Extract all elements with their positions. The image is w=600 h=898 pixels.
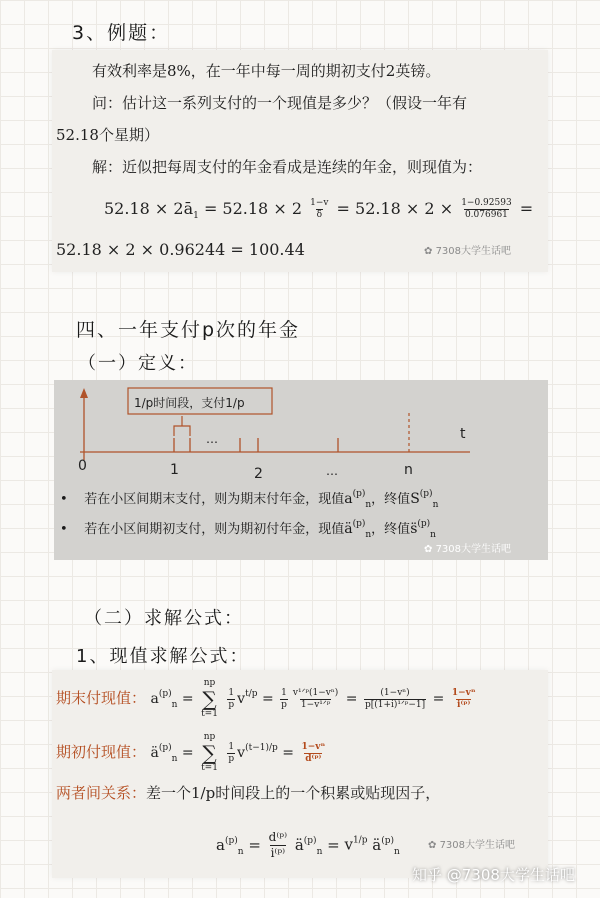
sym-a: a — [344, 491, 353, 507]
eq1-frac — [309, 198, 329, 221]
formulas-watermark — [428, 836, 515, 851]
eq1-frac2 — [460, 198, 512, 221]
f1-frac-a-den: p — [228, 699, 235, 710]
sym-a-sub: n — [365, 500, 372, 510]
wechat-icon: ✿ — [424, 544, 436, 555]
rel-mid-sup: (p) — [303, 835, 317, 846]
tick-label-1: 1 — [170, 462, 179, 478]
f2-frac-a — [227, 742, 235, 765]
f2-eq: = — [282, 745, 294, 761]
f2-sum — [200, 732, 219, 774]
rel-frac-num: d⁽ᵖ⁾ — [268, 830, 288, 844]
f1-frac-a-num: 1 — [228, 687, 235, 698]
f2-sum-upper: np — [203, 732, 216, 742]
example-card — [52, 50, 548, 272]
definition-card — [54, 380, 548, 560]
f1-eq-1: = — [261, 691, 274, 707]
f1-sum-lower: t=1 — [201, 709, 218, 719]
f1-frac-a2-den: p — [281, 699, 287, 710]
sym-a-dd-sub: n — [365, 530, 372, 540]
sum-sign: ∑ — [202, 741, 217, 765]
rel-lhs-sup: (p) — [224, 835, 238, 846]
eq1-frac2-num: 1−0.92593 — [461, 198, 512, 208]
sym-s: S — [410, 491, 420, 507]
relation-label: 两者间关系： — [56, 784, 147, 802]
sym-a-sup: (p) — [352, 489, 366, 499]
f1-term: v — [237, 691, 246, 707]
f1-sum-upper: np — [203, 678, 216, 688]
timeline-diagram — [54, 380, 548, 480]
sym-s-dd: s̈ — [410, 521, 418, 537]
relation-text: 差一个1/p时间段上的一个积累或贴现因子， — [146, 784, 441, 802]
eq1-frac-num: 1−v — [310, 198, 329, 208]
symbol-s-dd — [410, 519, 436, 540]
f1-sum — [200, 678, 219, 720]
eq1-mid: = 52.18 × 2 — [203, 199, 302, 218]
sym-s-dd-sub: n — [430, 530, 436, 540]
rel-mid: $ä^{(p)}_n$ = — [294, 835, 345, 857]
example-line-4: 解：近似把每周支付的年金看成是连续的年金，则现值为： — [92, 158, 483, 176]
f2-lhs-sup: (p) — [158, 743, 172, 753]
f2-term: v — [237, 745, 246, 761]
callout-text: 1/p时间段，支付1/p — [134, 396, 245, 410]
f1-frac-c — [364, 688, 426, 711]
rel-frac — [268, 830, 288, 861]
f1-eq-2: = — [345, 691, 358, 707]
f2-lhs-sub: n — [171, 754, 178, 764]
rel-rhs-sub: n — [394, 846, 400, 857]
relation-line — [56, 782, 440, 803]
equation-2: 52.18 × 2 × 0.96244 = 100.44 — [56, 240, 305, 259]
f1-lhs-sub: n — [171, 700, 178, 710]
sym-s-sup: (p) — [419, 489, 433, 499]
sym-a-dd-sup: (p) — [352, 519, 366, 529]
wechat-icon: ✿ — [424, 246, 436, 257]
bullet-dot: • — [60, 522, 85, 537]
symbol-s — [410, 489, 439, 510]
f2-sum-lower: t=1 — [201, 763, 218, 773]
axis-t-label: t — [460, 426, 466, 442]
diagram-watermark — [424, 540, 511, 555]
f1-lhs-sup: (p) — [158, 689, 172, 699]
bullet-end-payment — [60, 488, 438, 510]
f1-frac-a2 — [280, 688, 288, 711]
bullet-begin-payment — [60, 518, 436, 540]
formulas-card — [52, 670, 548, 878]
formula-end-present-value — [56, 678, 479, 720]
f2-lhs: $ä^{(p)}_n$ = — [150, 743, 199, 764]
tick-dots-1: … — [206, 432, 218, 446]
rel-frac-den: i⁽ᵖ⁾ — [270, 846, 286, 860]
f2-frac-a-num: 1 — [228, 741, 235, 752]
f1-frac-b — [292, 688, 339, 711]
bullet1-text: 若在小区间期末支付，则为期末付年金，现值 — [84, 492, 345, 507]
f2-frac-a-den: p — [228, 753, 235, 764]
tick-label-2: 2 — [254, 466, 263, 482]
sym-s-sub: n — [432, 500, 439, 510]
begin-label: 期初付现值： — [56, 743, 147, 761]
example-line-1: 有效利率是8%，在一年中每一周的期初支付2英镑。 — [92, 62, 441, 80]
f1-frac-a2-num: 1 — [281, 687, 287, 698]
end-label: 期末付现值： — [56, 689, 147, 707]
bullet1-mid: ，终值 — [371, 492, 411, 507]
example-watermark — [424, 242, 511, 257]
f2-frac-num: 1−vⁿ — [301, 741, 326, 752]
rel-factor-exp: 1/p — [352, 835, 368, 846]
interval-bracket — [174, 426, 190, 436]
sym-a-dd: ä — [344, 521, 353, 537]
f1-frac-c-den: p[(1+i)¹ᐟᵖ−1] — [364, 699, 426, 710]
zhihu-watermark: 知乎 @7308大学生话吧 — [412, 866, 575, 884]
f2-exp: (t−1)/p — [245, 743, 278, 753]
relation-formula — [216, 830, 400, 861]
rel-lhs-sub: n — [237, 846, 244, 857]
symbol-a — [344, 489, 372, 510]
formula-begin-present-value — [56, 732, 328, 774]
rel-rhs-sup: (p) — [381, 835, 395, 846]
f1-frac-b-den: 1−v¹ᐟᵖ — [300, 699, 331, 710]
wechat-icon: ✿ — [428, 840, 440, 851]
eq1-lhs-sub: 1 — [193, 211, 199, 221]
bullet-dot: • — [60, 492, 85, 507]
section-3-heading: 3、例题： — [72, 22, 171, 44]
rel-lhs: $a^{(p)}_n$ = — [216, 835, 266, 857]
eq1-frac-den: δ — [316, 210, 322, 220]
formulas-watermark-text: 7308大学生话吧 — [439, 840, 516, 851]
example-watermark-text: 7308大学生话吧 — [435, 246, 512, 257]
f1-frac-d-den: i⁽ᵖ⁾ — [457, 699, 471, 710]
sym-s-dd-sup: (p) — [417, 519, 431, 529]
tick-label-n: n — [404, 462, 413, 478]
eq1-lhs: 52.18 × 2ā — [104, 199, 194, 218]
f1-exp: t/p — [245, 689, 258, 699]
f2-frac — [300, 742, 326, 765]
f1-lhs: $a^{(p)}_n$ = — [150, 689, 199, 710]
f2-frac-den: d⁽ᵖ⁾ — [305, 753, 322, 764]
present-value-heading: 1、现值求解公式： — [76, 646, 250, 667]
eq1-frac2-den: 0.076961 — [464, 210, 508, 220]
f1-eq-3: = — [432, 691, 445, 707]
f1-frac-d — [451, 688, 477, 711]
diagram-watermark-text: 7308大学生话吧 — [435, 544, 512, 555]
tick-label-0: 0 — [78, 458, 87, 474]
f1-frac-a — [227, 688, 235, 711]
f1-frac-c-num: (1−vⁿ) — [380, 687, 410, 698]
f1-frac-b-num: v¹ᐟᵖ(1−vⁿ) — [292, 687, 339, 698]
bullet2-mid: ，终值 — [371, 522, 411, 537]
symbol-a-dd — [344, 519, 372, 540]
tick-dots-2: … — [326, 464, 338, 478]
solve-heading: （二）求解公式： — [84, 608, 244, 629]
sum-sign: ∑ — [202, 687, 217, 711]
f1-frac-d-num: 1−vⁿ — [451, 687, 476, 698]
definition-heading: （一）定义： — [78, 353, 198, 374]
rel-rhs: $ä^{(p)}_n$ — [372, 835, 400, 857]
bullet2-text: 若在小区间期初支付，则为期初付年金，现值 — [84, 522, 345, 537]
equation-1 — [104, 198, 533, 221]
example-line-3: 52.18个星期） — [56, 126, 159, 144]
example-line-2: 问：估计这一系列支付的一个现值是多少？（假设一年有 — [92, 94, 468, 112]
rel-factor: v — [344, 835, 353, 854]
eq1-end: = — [519, 199, 534, 218]
eq1-mid2: = 52.18 × 2 × — [336, 199, 454, 218]
section-4-heading: 四、一年支付p次的年金 — [76, 319, 301, 341]
rel-mid-sub: n — [316, 846, 323, 857]
timeline-y-arrow — [80, 388, 88, 398]
